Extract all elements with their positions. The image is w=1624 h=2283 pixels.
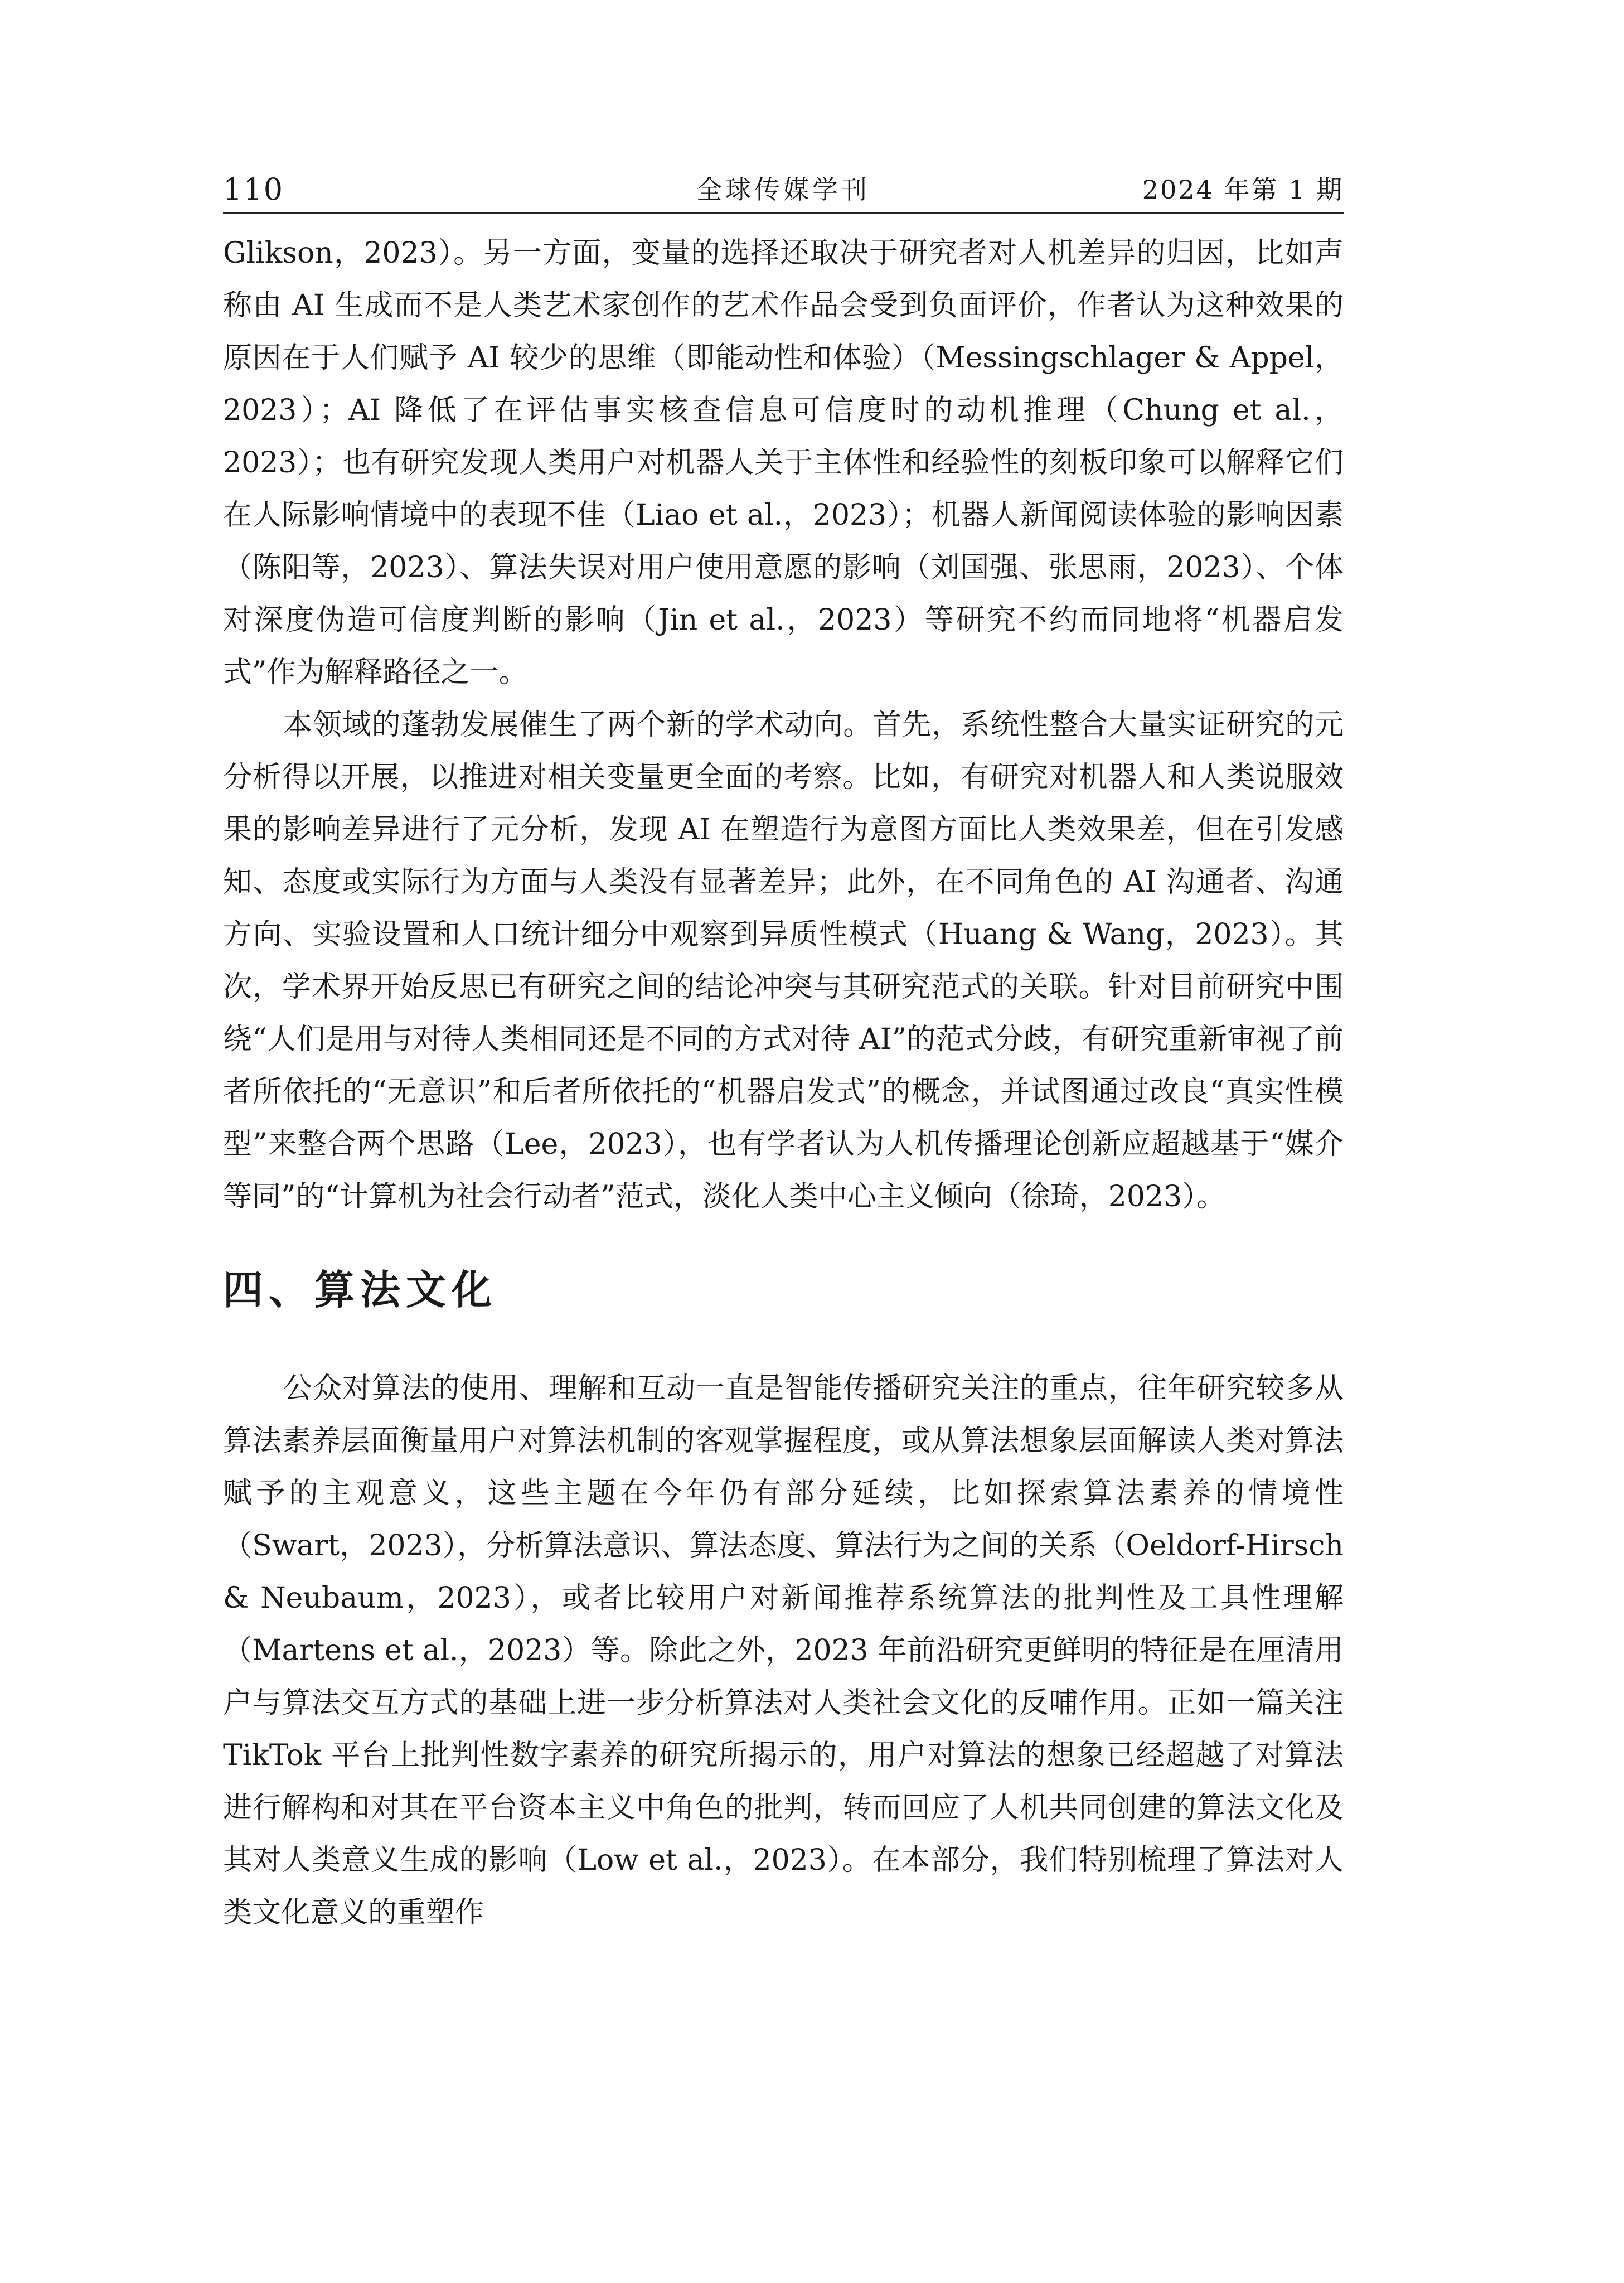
section-heading: 四、算法文化: [223, 1266, 498, 1313]
page-number: 110: [223, 172, 284, 207]
paragraph-research-trends: 本领域的蓬勃发展催生了两个新的学术动向。首先，系统性整合大量实证研究的元分析得以开展，以推进对相关变量更全面的考察。比如，有研究对机器人和人类说服效果的影响差异进行了元分析，发现 AI 在塑造行为意图方面比人类效果差，但在引发感知、态度或实际行为方面与人类没有显著差异；此外，在不同角色的 AI 沟通者、沟通方向、实验设置和人口统计细分中观察到异质性模式（Huang & Wang，2023）。其次，学术界开始反思已有研究之间的结论冲突与其研究范式的关联。针对目前研究中围绕“人们是用与对待人类相同还是不同的方式对待 AI”的范式分歧，有研究重新审视了前者所依托的“无意识”和后者所依托的“机器启发式”的概念，并试图通过改良“真实性模型”来整合两个思路（Lee，2023），也有学者认为人机传播理论创新应超越基于“媒介等同”的“计算机为社会行动者”范式，淡化人类中心主义倾向（徐琦，2023）。: [223, 708, 1344, 1213]
page: [223, 167, 1344, 1939]
issue-label: 2024 年第 1 期: [1142, 175, 1344, 205]
running-header: [223, 167, 1344, 214]
paragraph-continued: Glikson，2023）。另一方面，变量的选择还取决于研究者对人机差异的归因，比如声称由 AI 生成而不是人类艺术家创作的艺术作品会受到负面评价，作者认为这种效果的原因在于人们赋予 AI 较少的思维（即能动性和体验）（Messingschlager & Appel，2023）；AI 降低了在评估事实核查信息可信度时的动机推理（Chung et al.，2023）；也有研究发现人类用户对机器人关于主体性和经验性的刻板印象可以解释它们在人际影响情境中的表现不佳（Liao et al.，2023）；机器人新闻阅读体验的影响因素（陈阳等，2023）、算法失误对用户使用意愿的影响（刘国强、张思雨，2023）、个体对深度伪造可信度判断的影响（Jin et al.，2023）等研究不约而同地将“机器启发式”作为解释路径之一。: [223, 236, 1344, 689]
journal-title: 全球传媒学刊: [696, 175, 870, 205]
paragraph-algorithm-culture: 公众对算法的使用、理解和互动一直是智能传播研究关注的重点，往年研究较多从算法素养层面衡量用户对算法机制的客观掌握程度，或从算法想象层面解读人类对算法赋予的主观意义，这些主题在今年仍有部分延续，比如探索算法素养的情境性（Swart，2023），分析算法意识、算法态度、算法行为之间的关系（Oeldorf-Hirsch & Neubaum，2023），或者比较用户对新闻推荐系统算法的批判性及工具性理解（Martens et al.，2023）等。除此之外，2023 年前沿研究更鲜明的特征是在厘清用户与算法交互方式的基础上进一步分析算法对人类社会文化的反哺作用。正如一篇关注 TikTok 平台上批判性数字素养的研究所揭示的，用户对算法的想象已经超越了对算法进行解构和对其在平台资本主义中角色的批判，转而回应了人机共同创建的算法文化及其对人类意义生成的影响（Low et al.，2023）。在本部分，我们特别梳理了算法对人类文化意义的重塑作: [223, 1372, 1344, 1929]
